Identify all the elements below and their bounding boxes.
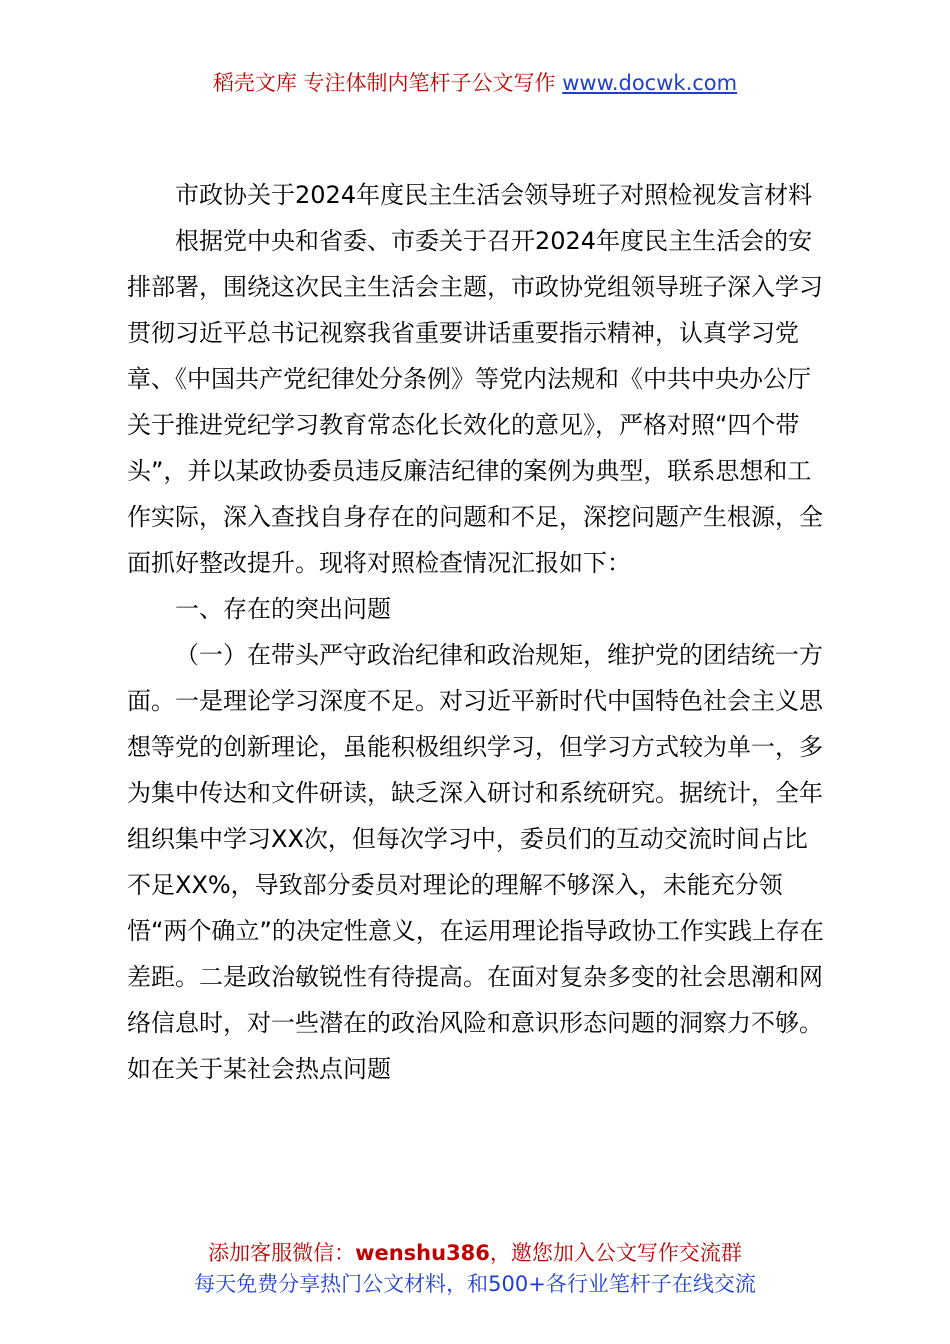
- site-header: [0, 66, 950, 100]
- section-heading: 一、存在的突出问题: [175, 595, 391, 623]
- document-body: [127, 172, 827, 1092]
- site-brand: 稻壳文库 专注体制内笔杆子公文写作: [212, 71, 563, 95]
- intro-paragraph: 根据党中央和省委、市委关于召开2024年度民主生活会的安排部署，围绕这次民主生活会主题，市政协党组领导班子深入学习贯彻习近平总书记视察我省重要讲话重要指示精神，认真学习党章、《中国共产党纪律处分条例》等党内法规和《中共中央办公厅关于推进党纪学习教育常态化长效化的意见》，严格对照“四个带头”，并以某政协委员违反廉洁纪律的案例为典型，联系思想和工作实际，深入查找自身存在的问题和不足，深挖问题产生根源，全面抓好整改提升。现将对照检查情况汇报如下：: [127, 227, 823, 577]
- wechat-id: wenshu386: [355, 1241, 490, 1265]
- promo-footer: [0, 1238, 950, 1300]
- document-title: 市政协关于2024年度民主生活会领导班子对照检视发言材料: [175, 181, 813, 209]
- section-paragraph: （一）在带头严守政治纪律和政治规矩，维护党的团结统一方面。一是理论学习深度不足。对习近平新时代中国特色社会主义思想等党的创新理论，虽能积极组织学习，但学习方式较为单一，多为集中传达和文件研读，缺乏深入研讨和系统研究。据统计，全年组织集中学习XX次，但每次学习中，委员们的互动交流时间占比不足XX%，导致部分委员对理论的理解不够深入，未能充分领悟“两个确立”的决定性意义，在运用理论指导政协工作实践上存在差距。二是政治敏锐性有待提高。在面对复杂多变的社会思潮和网络信息时，对一些潜在的政治风险和意识形态问题的洞察力不够。如在关于某社会热点问题: [127, 641, 824, 1083]
- footer-contact-prefix: 添加客服微信：: [208, 1241, 356, 1265]
- footer-contact-line: [0, 1238, 950, 1269]
- footer-contact-suffix: ，邀您加入公文写作交流群: [489, 1241, 742, 1265]
- footer-share-line: 每天免费分享热门公文材料，和500+各行业笔杆子在线交流: [194, 1272, 756, 1296]
- site-url-link[interactable]: www.docwk.com: [562, 71, 738, 95]
